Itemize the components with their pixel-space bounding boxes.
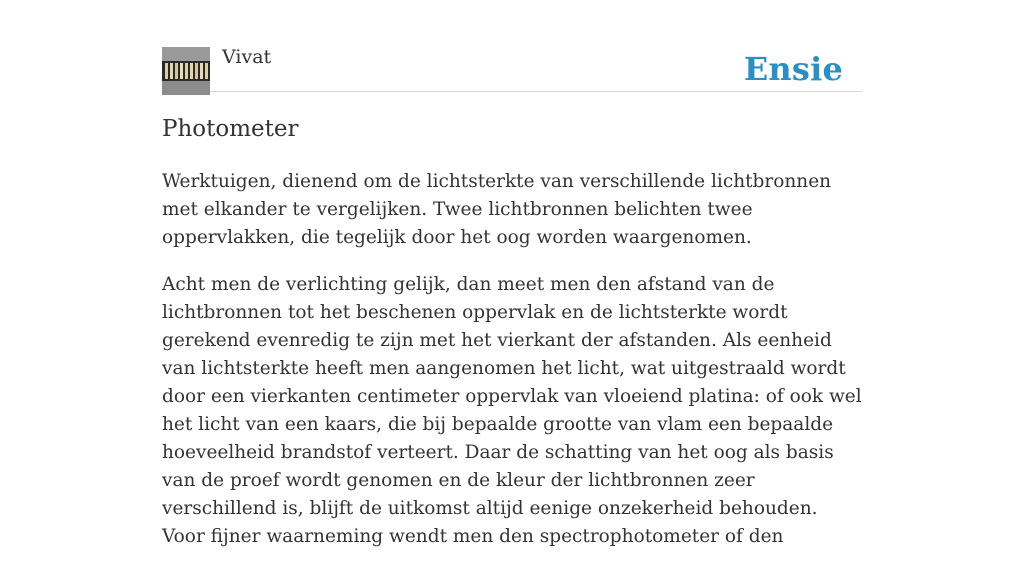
author-name[interactable]: Vivat xyxy=(222,46,272,68)
avatar-image-icon xyxy=(162,47,210,95)
brand-logo[interactable]: Ensie xyxy=(743,50,843,88)
page-title: Photometer xyxy=(162,116,299,142)
author-avatar[interactable] xyxy=(162,47,210,95)
header xyxy=(162,0,862,92)
article-body xyxy=(162,168,862,570)
paragraph: Acht men de verlichting gelijk, dan meet men den afstand van de lichtbronnen tot het beschenen oppervlak en de lichtsterkte wordt gerekend evenredig te zijn met het vierkant der afstanden. Als eenheid van lichtsterkte heeft men aangenomen het licht, wat uitgestraald wordt door een vierkanten centimeter oppervlak van vloeiend platina: of ook wel het licht van een kaars, die bij bepaalde grootte van vlam een bepaalde hoeveelheid brandstof verteert. Daar de schatting van het oog als basis van de proef wordt genomen en de kleur der lichtbronnen zeer verschillend is, blijft de uitkomst altijd eenige onzekerheid behouden. Voor fijner waarneming wendt men den spectrophotometer of den xyxy=(162,274,862,547)
page-container xyxy=(162,0,862,547)
paragraph: Werktuigen, dienend om de lichtsterkte van verschillende lichtbronnen met elkander te vergelijken. Twee lichtbronnen belichten twee oppervlakken, die tegelijk door het oog worden waargenomen. xyxy=(162,171,832,248)
